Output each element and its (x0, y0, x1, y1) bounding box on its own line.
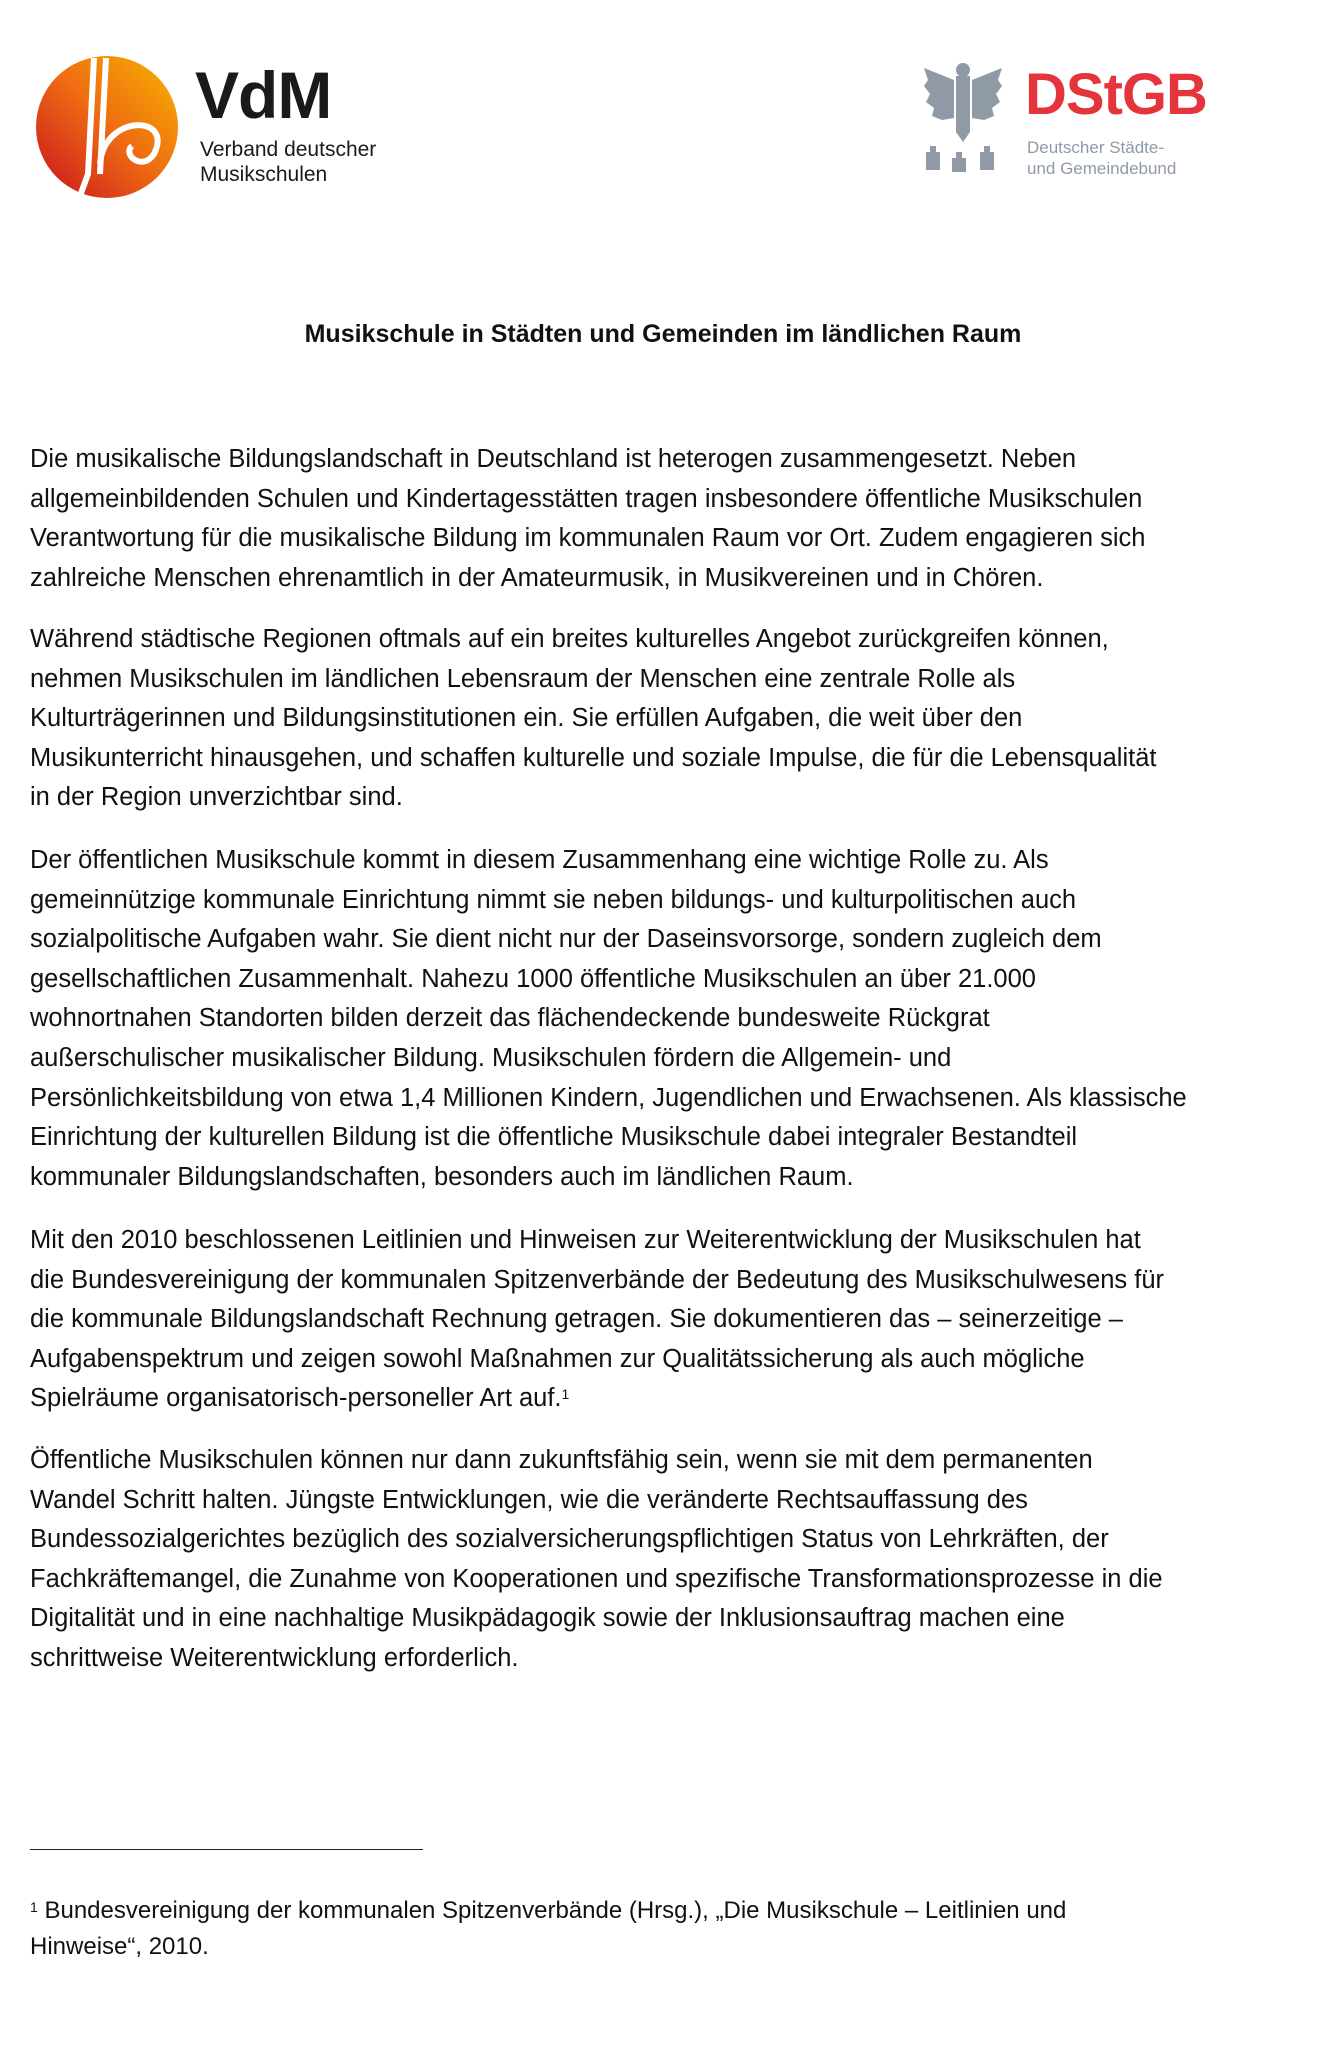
paragraph-2 (30, 620, 1320, 818)
vdm-logo-name (200, 137, 376, 187)
eagle-icon (922, 60, 1004, 176)
text-line: nehmen Musikschulen im ländlichen Lebensraum der Menschen eine zentrale Rolle als (30, 664, 1016, 693)
dstgb-logo-name (1027, 137, 1176, 179)
footnote-reference[interactable]: 1 (561, 1386, 570, 1403)
footnote (30, 1893, 1290, 1965)
text-line: die Bundesvereinigung der kommunalen Spitzenverbände der Bedeutung des Musikschulwesens für (30, 1265, 1165, 1294)
dstgb-logo-line1: Deutscher Städte- (1027, 138, 1165, 157)
text-line: Wandel Schritt halten. Jüngste Entwicklungen, wie die veränderte Rechtsauffassung des (30, 1485, 1028, 1514)
document-title: Musikschule in Städten und Gemeinden im ländlichen Raum (304, 320, 1022, 348)
text-line: gesellschaftlichen Zusammenhalt. Nahezu 1000 öffentliche Musikschulen an über 21.000 (30, 964, 1036, 993)
text-line: Der öffentlichen Musikschule kommt in diesem Zusammenhang eine wichtige Rolle zu. Als (30, 846, 1049, 874)
paragraph-1 (30, 440, 1320, 598)
text-line: Kulturträgerinnen und Bildungsinstitutionen ein. Sie erfüllen Aufgaben, die weit über den (30, 704, 1023, 733)
paragraph-4 (30, 1221, 1320, 1419)
vdm-logo-line2: Musikschulen (200, 163, 328, 186)
footnote-number: 1 (30, 1899, 38, 1915)
text-line: schrittweise Weiterentwicklung erforderlich. (30, 1643, 519, 1672)
text-line: Persönlichkeitsbildung von etwa 1,4 Millionen Kindern, Jugendlichen und Erwachsenen. Als klassische (30, 1083, 1187, 1112)
text-line (30, 1379, 1320, 1419)
text-line: Bundessozialgerichtes bezüglich des sozialversicherungspflichtigen Status von Lehrkräften, der (30, 1525, 1109, 1554)
dstgb-logo-line2: und Gemeindebund (1027, 159, 1177, 178)
text-line: kommunaler Bildungslandschaften, besonders auch im ländlichen Raum. (30, 1162, 854, 1191)
paragraph-3 (30, 841, 1320, 1197)
text-line: Während städtische Regionen oftmals auf ein breites kulturelles Angebot zurückgreifen können, (30, 625, 1109, 653)
text-line: allgemeinbildenden Schulen und Kindertagesstätten tragen insbesondere öffentliche Musikschulen (30, 484, 1143, 513)
text-line-content: Spielräume organisatorisch-personeller Art auf. (30, 1384, 562, 1413)
dstgb-logo-abbr: DStGB (1025, 62, 1207, 127)
vdm-logo-abbr: VdM (195, 58, 332, 132)
text-line: Öffentliche Musikschulen können nur dann zukunftsfähig sein, wenn sie mit dem permanenten (30, 1446, 1093, 1474)
text-line: Digitalität und in eine nachhaltige Musikpädagogik sowie der Inklusionsauftrag machen eine (30, 1604, 1065, 1633)
paragraph-5 (30, 1441, 1320, 1679)
text-line: Musikunterricht hinausgehen, und schaffen kulturelle und soziale Impulse, die für die Lebensqualität (30, 743, 1157, 772)
text-line: außerschulischer musikalischer Bildung. Musikschulen fördern die Allgemein- und (30, 1043, 952, 1072)
footnote-separator (30, 1849, 423, 1850)
text-line: gemeinnützige kommunale Einrichtung nimmt sie neben bildungs- und kulturpolitischen auch (30, 885, 1077, 914)
text-line: Mit den 2010 beschlossenen Leitlinien und Hinweisen zur Weiterentwicklung der Musikschulen hat (30, 1226, 1141, 1254)
text-line: die kommunale Bildungslandschaft Rechnung getragen. Sie dokumentieren das – seinerzeitige – (30, 1305, 1123, 1334)
text-line: Aufgabenspektrum und zeigen sowohl Maßnahmen zur Qualitätssicherung als auch mögliche (30, 1344, 1085, 1373)
text-line: Die musikalische Bildungslandschaft in Deutschland ist heterogen zusammengesetzt. Neben (30, 445, 1077, 473)
vdm-logo-line1: Verband deutscher (200, 138, 377, 161)
text-line: Verantwortung für die musikalische Bildung im kommunalen Raum vor Ort. Zudem engagieren sich (30, 524, 1146, 553)
footnote-line: Hinweise“, 2010. (30, 1933, 209, 1960)
text-line: zahlreiche Menschen ehrenamtlich in der Amateurmusik, in Musikvereinen und in Chören. (30, 563, 1044, 592)
text-line: wohnortnahen Standorten bilden derzeit das flächendeckende bundesweite Rückgrat (30, 1004, 990, 1033)
text-line: Fachkräftemangel, die Zunahme von Kooperationen und spezifische Transformationsprozesse in die (30, 1564, 1163, 1593)
text-line: in der Region unverzichtbar sind. (30, 783, 403, 812)
text-line: Einrichtung der kulturellen Bildung ist die öffentliche Musikschule dabei integraler Bestandteil (30, 1123, 1078, 1152)
footnote-line (30, 1893, 1290, 1929)
text-line: sozialpolitische Aufgaben wahr. Sie dient nicht nur der Daseinsvorsorge, sondern zugleich dem (30, 925, 1102, 954)
vdm-logo-emblem-icon (34, 54, 180, 200)
footnote-text: Bundesvereinigung der kommunalen Spitzenverbände (Hrsg.), „Die Musikschule – Leitlinien und (44, 1897, 1067, 1924)
